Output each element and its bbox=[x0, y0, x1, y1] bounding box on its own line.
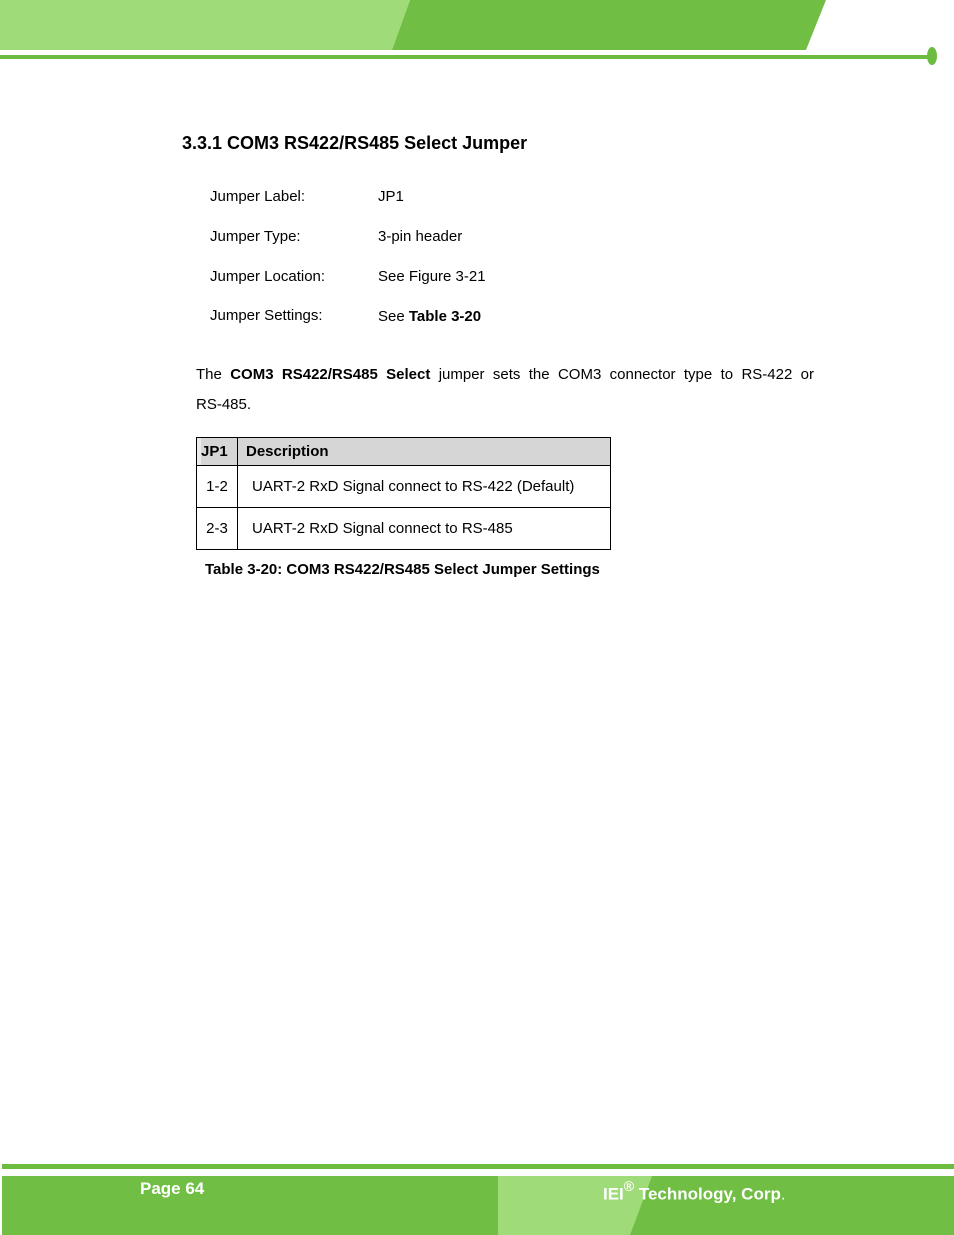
description-paragraph: The COM3 RS422/RS485 Select jumper sets the COM3 connector type to RS-422 or RS-485. bbox=[196, 366, 814, 413]
spec-label-jumper-type: Jumper Type: bbox=[210, 228, 301, 245]
header-description: Description bbox=[238, 438, 611, 466]
spec-value-jumper-type: 3-pin header bbox=[378, 228, 463, 245]
cell-description: UART-2 RxD Signal connect to RS-485 bbox=[238, 508, 611, 550]
jumper-settings-table bbox=[196, 437, 611, 550]
cell-jp1: 2-3 bbox=[197, 508, 238, 550]
page-number: Page 64 bbox=[140, 1179, 205, 1198]
table-reference-link: Table 3-20 bbox=[408, 308, 482, 325]
brand-name: IEI® Technology, Corp. bbox=[603, 1178, 786, 1204]
spec-value-jumper-label: JP1 bbox=[378, 188, 404, 205]
spec-value-jumper-location: See Figure 3-21 bbox=[378, 268, 486, 285]
spec-label-jumper-settings: Jumper Settings: bbox=[210, 307, 323, 324]
header-band bbox=[0, 0, 954, 66]
table-header-row bbox=[197, 438, 611, 466]
table-caption: Table 3-20: COM3 RS422/RS485 Select Jumper Settings bbox=[205, 561, 600, 578]
table-row bbox=[197, 466, 611, 508]
section-title: 3.3.1 COM3 RS422/RS485 Select Jumper bbox=[182, 133, 528, 153]
spec-label-jumper-label: Jumper Label: bbox=[210, 188, 306, 205]
header-jp1: JP1 bbox=[197, 438, 238, 466]
spec-value-jumper-settings: See Table 3-20 bbox=[378, 308, 482, 325]
spec-label-jumper-location: Jumper Location: bbox=[210, 268, 326, 285]
cell-jp1: 1-2 bbox=[197, 466, 238, 508]
table-row bbox=[197, 508, 611, 550]
cell-description: UART-2 RxD Signal connect to RS-422 (Default) bbox=[238, 466, 611, 508]
